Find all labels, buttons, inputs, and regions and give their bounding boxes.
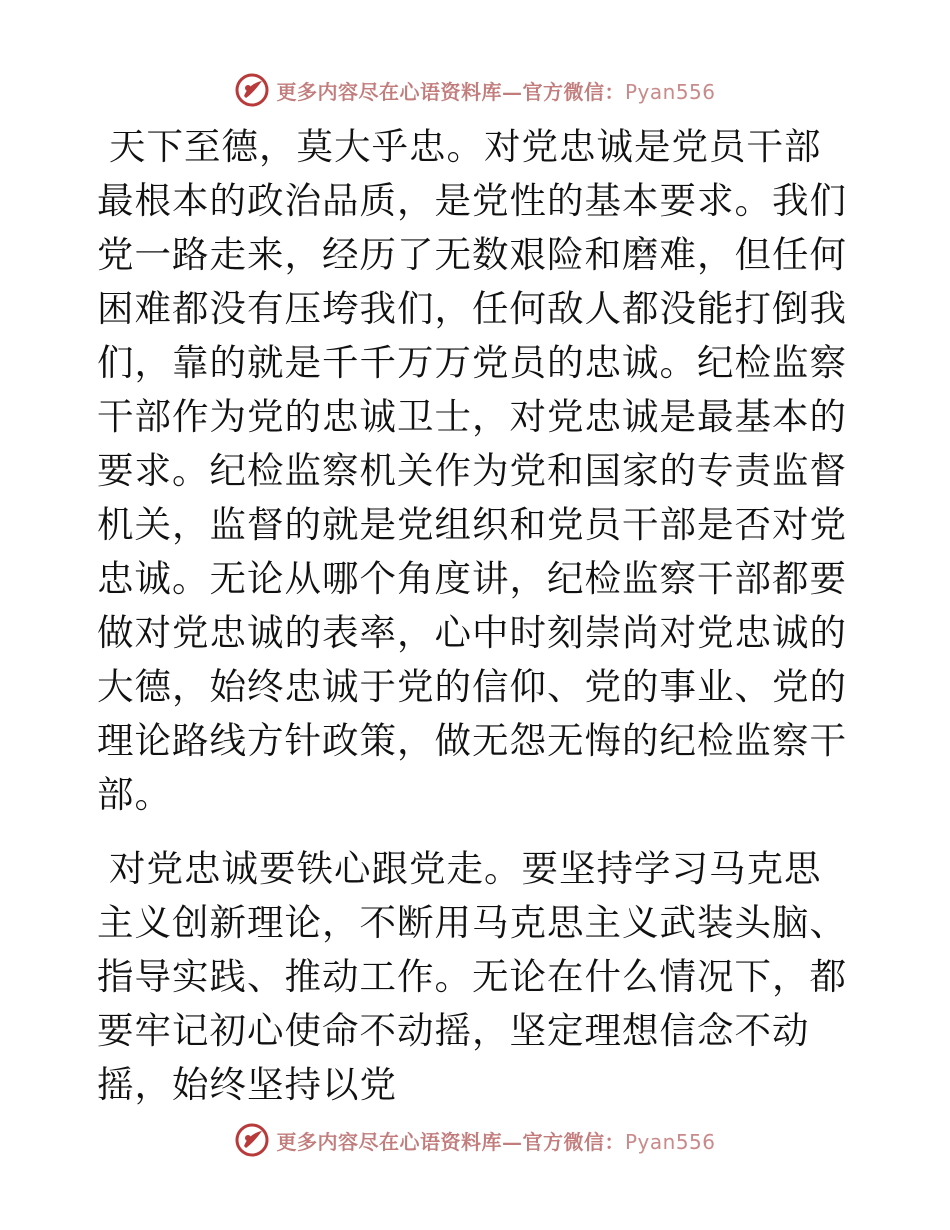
brand-logo-icon [234, 72, 270, 108]
document-body [97, 120, 849, 1132]
paragraph-2: 对党忠诚要铁心跟党走。要坚持学习马克思主义创新理论，不断用马克思主义武装头脑、指导实践、推动工作。无论在什么情况下，都要牢记初心使命不动摇，坚定理想信念不动摇，始终坚持以党 [97, 847, 847, 1106]
footer-banner [0, 1120, 950, 1160]
brand-logo-icon [234, 1122, 270, 1158]
header-wechat-id: Pyan556 [624, 79, 716, 104]
header-banner [0, 70, 950, 110]
footer-banner-text: 更多内容尽在心语资料库—官方微信：Pyan556 [276, 1129, 716, 1154]
paragraph-1: 天下至德，莫大乎忠。对党忠诚是党员干部最根本的政治品质，是党性的基本要求。我们党一路走来，经历了无数艰险和磨难，但任何困难都没有压垮我们，任何敌人都没能打倒我们，靠的就是千千万万党员的忠诚。纪检监察干部作为党的忠诚卫士，对党忠诚是最基本的要求。纪检监察机关作为党和国家的专责监督机关，监督的就是党组织和党员干部是否对党忠诚。无论从哪个角度讲，纪检监察干部都要做对党忠诚的表率，心中时刻崇尚对党忠诚的大德，始终忠诚于党的信仰、党的事业、党的理论路线方针政策，做无怨无悔的纪检监察干部。 [97, 125, 847, 816]
footer-wechat-id: Pyan556 [624, 1129, 716, 1154]
header-banner-text: 更多内容尽在心语资料库—官方微信：Pyan556 [276, 79, 716, 104]
